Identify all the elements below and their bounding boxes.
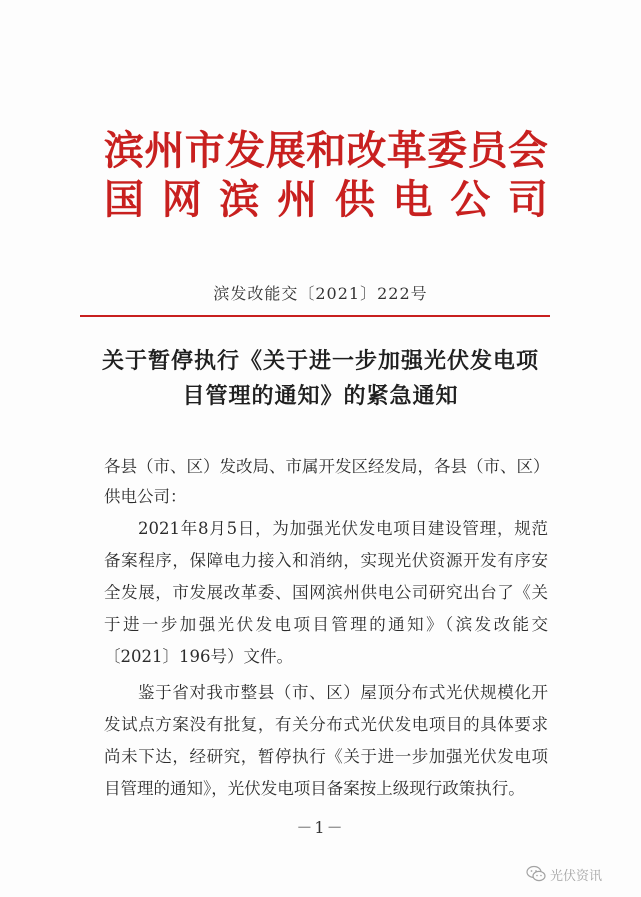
body-line: 发试点方案没有批复，有关分布式光伏发电项目的具体要求 (104, 715, 548, 734)
wechat-icon (526, 865, 546, 883)
watermark-text: 光伏资讯 (550, 868, 603, 884)
body-line: 鉴于省对我市整县（市、区）屋顶分布式光伏规模化开 (138, 683, 548, 702)
body-line: 各县（市、区）发改局、市属开发区经发局，各县（市、区） (104, 457, 550, 476)
header-char: 发 (225, 127, 266, 174)
header-char: 会 (507, 127, 548, 174)
header-char: 革 (386, 127, 427, 174)
header-char: 市 (184, 127, 225, 174)
issuer-org-name-2 (104, 178, 548, 222)
header-char: 展 (265, 127, 306, 174)
body-line: 尚未下达，经研究，暂停执行《关于进一步加强光伏发电项 (104, 747, 548, 766)
header-char: 委 (427, 127, 468, 174)
header-char: 滨 (104, 127, 144, 174)
document-title-line-1: 关于暂停执行《关于进一步加强光伏发电项 (101, 348, 539, 374)
document-number: 滨发改能交〔2021〕222号 (213, 284, 428, 303)
header-char: 州 (277, 176, 318, 223)
header-char: 滨 (219, 176, 260, 223)
header-char: 和 (305, 127, 346, 174)
issuer-org-name-1 (104, 129, 548, 173)
red-divider (80, 315, 550, 317)
header-char: 改 (346, 127, 387, 174)
body-line: 供电公司： (104, 487, 187, 506)
body-line: 目管理的通知》，光伏发电项目备案按上级现行政策执行。 (104, 779, 525, 798)
body-line: 备案程序，保障电力接入和消纳，实现光伏资源开发有序安 (104, 551, 548, 570)
body-line: 全发展，市发展改革委、国网滨州供电公司研究出台了《关 (104, 583, 548, 602)
header-char: 网 (161, 176, 202, 223)
body-line: 于进一步加强光伏发电项目管理的通知》（滨发改能交 (104, 615, 548, 634)
body-line: 〔2021〕196号）文件。 (104, 647, 293, 666)
source-watermark (526, 862, 602, 886)
header-char: 供 (334, 176, 375, 223)
header-char: 司 (507, 176, 548, 223)
body-line: 2021年8月5日，为加强光伏发电项目建设管理，规范 (138, 519, 548, 538)
header-char: 公 (450, 176, 491, 223)
document-title-line-2: 目管理的通知》的紧急通知 (182, 383, 459, 409)
header-char: 州 (144, 127, 185, 174)
header-char: 电 (392, 176, 433, 223)
header-char: 员 (467, 127, 508, 174)
header-char: 国 (104, 176, 144, 223)
page-number: －1－ (296, 818, 345, 837)
